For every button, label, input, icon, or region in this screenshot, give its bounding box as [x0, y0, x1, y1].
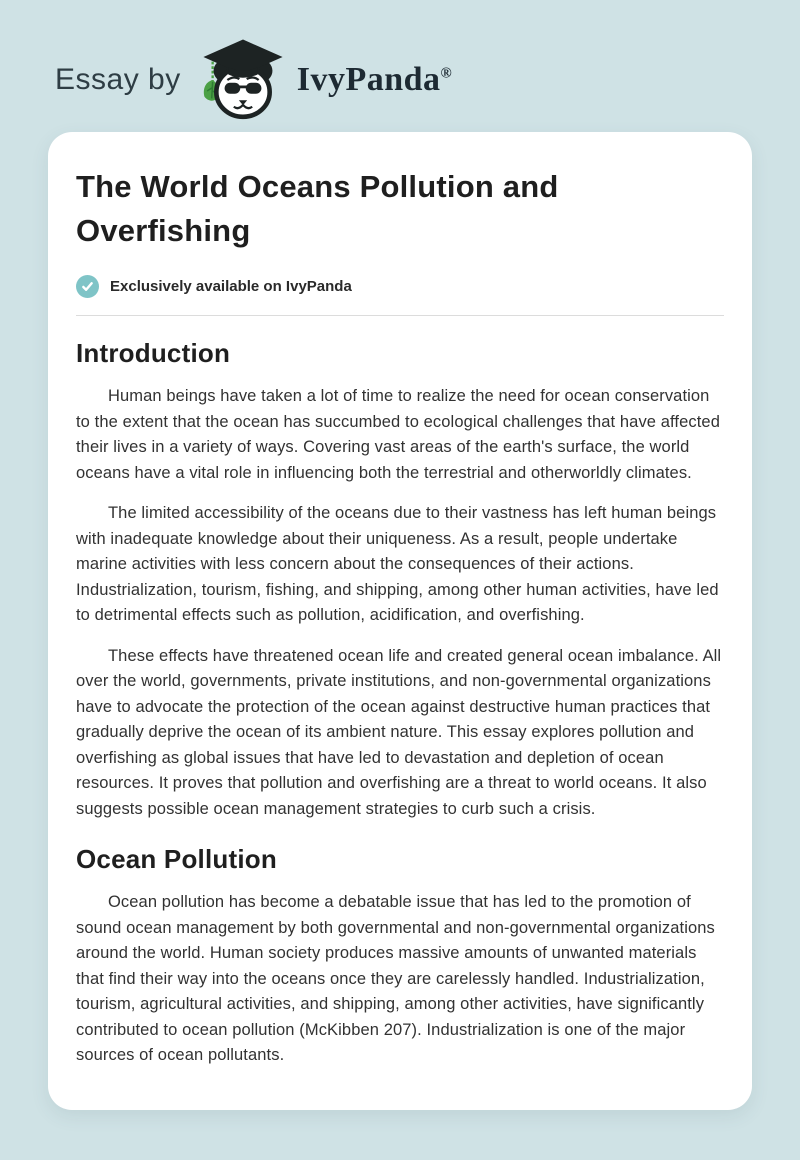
- essay-paragraph: These effects have threatened ocean life and created general ocean imbalance. All over the world, governments, private institutions, and non-governmental organizations have to advocate the protection of the ocean against destructive human practices that gradually deprive the ocean of its ambient nature. This essay explores pollution and overfishing as global issues that have led to devastation and depletion of ocean resources. It proves that pollution and overfishing are a threat to world oceans. It also suggests possible ocean management strategies to curb such a crisis.: [76, 646, 722, 818]
- availability-badge-label: Exclusively available on IvyPanda: [110, 278, 352, 296]
- brand-name: IvyPanda®: [296, 61, 453, 98]
- essay-title: The World Oceans Pollution and Overfishing: [76, 169, 559, 249]
- essay-card: [48, 132, 752, 1110]
- essay-paragraph: The limited accessibility of the oceans due to their vastness has left human beings with inadequate knowledge about their uniqueness. As a result, people undertake marine activities with less concern about the consequences of their actions. Industrialization, tourism, fishing, and shipping, among other human activities, have led to detrimental effects such as pollution, acidification, and overfishing.: [76, 504, 719, 625]
- essay-by-label: Essay by: [55, 63, 181, 96]
- availability-badge: [76, 275, 724, 298]
- page-header: [0, 0, 800, 130]
- essay-paragraph: Ocean pollution has become a debatable issue that has led to the promotion of sound ocean management by both governmental and non-governmental organizations around the world. Human society produces massive amounts of unwanted materials that find their way into the oceans once they are carelessly handled. Industrialization, tourism, agricultural activities, and shipping, among other activities, have significantly contributed to ocean pollution (McKibben 207). Industrialization is one of the major sources of ocean pollutants.: [76, 893, 715, 1065]
- section-heading-introduction: Introduction: [76, 338, 231, 369]
- checkmark-icon: [76, 275, 99, 298]
- section-heading-ocean-pollution: Ocean Pollution: [76, 844, 277, 875]
- registered-mark: ®: [440, 65, 453, 82]
- divider: [76, 315, 724, 316]
- panda-graduate-icon: [195, 34, 291, 126]
- essay-paragraph: Human beings have taken a lot of time to realize the need for ocean conservation to the extent that the ocean has succumbed to ecological challenges that have affected their lives in a variety of ways. Covering vast areas of the earth's surface, the world oceans have a vital role in influencing both the terrestrial and otherworldly climates.: [76, 387, 720, 482]
- ivypanda-brand-link[interactable]: [195, 34, 453, 126]
